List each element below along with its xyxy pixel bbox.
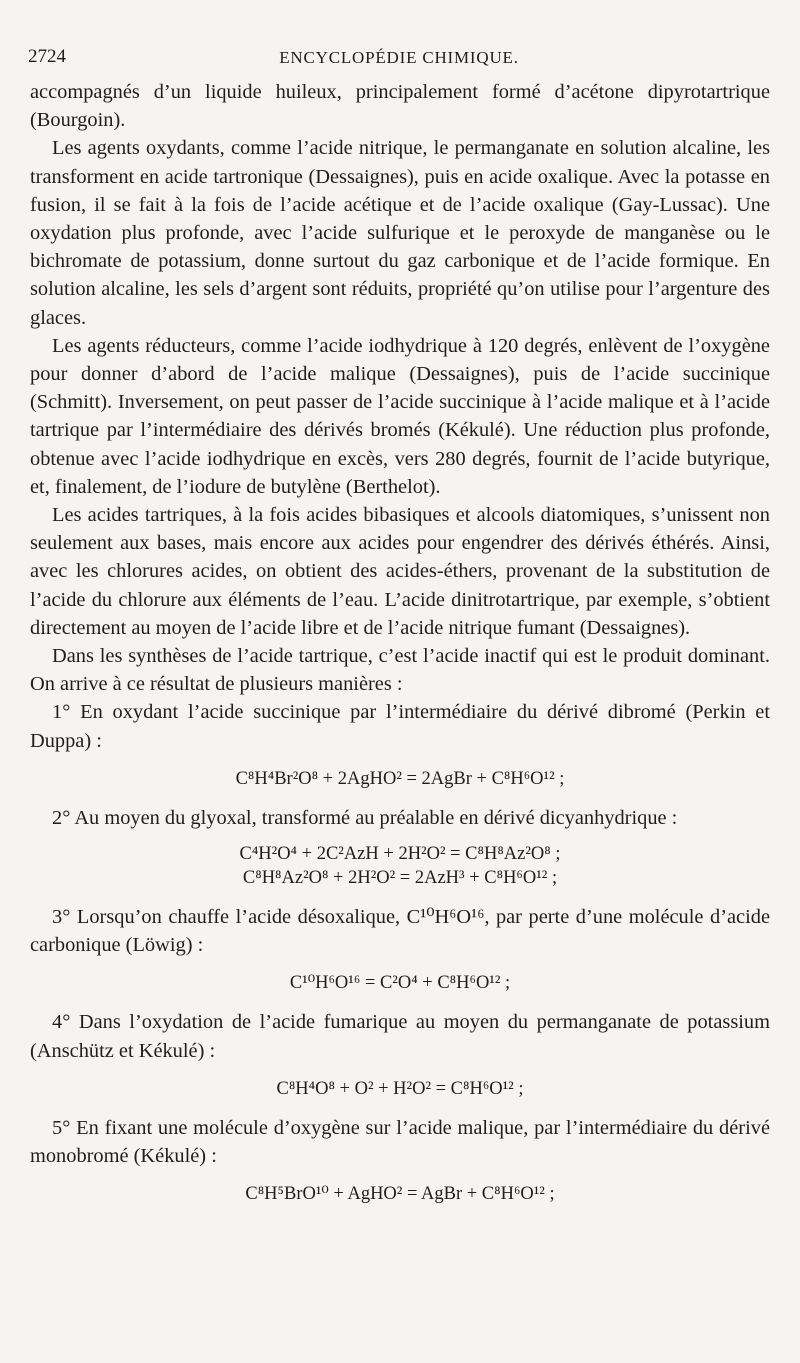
- formula: C⁸H⁵BrO¹⁰ + AgHO² = AgBr + C⁸H⁶O¹² ;: [245, 1184, 555, 1205]
- formula: C¹⁰H⁶O¹⁶ = C²O⁴ + C⁸H⁶O¹² ;: [289, 973, 511, 994]
- paragraph: Les agents oxydants, comme l’acide nitrique, le permanganate en solution alcaline, les transforment en acide tartronique (Dessaignes), puis en acide oxalique. Avec la potasse en fusion, il se fait à la fois de l’acide acétique et de l’acide oxalique (Gay-Lussac). Une oxydation plus profonde, avec l’acide sulfurique et le peroxyde de manganèse ou le bichromate de potassium, donne surtout du gaz carbonique et de l’acide formique. En solution alcaline, les sels d’argent sont réduits, propriété qu’on utilise pour l’argenture des glaces.: [30, 137, 770, 329]
- formula: C⁸H⁴O⁸ + O² + H²O² = C⁸H⁶O¹² ;: [276, 1078, 524, 1099]
- page-number: 2724: [28, 46, 66, 67]
- numbered-paragraph: 5° En fixant une molécule d’oxygène sur l’acide malique, par l’intermédiaire du dérivé monobromé (Kékulé) :: [30, 1116, 770, 1168]
- paragraph: Dans les synthèses de l’acide tartrique, c’est l’acide inactif qui est le produit dominant. On arrive à ce résultat de plusieurs manières :: [30, 645, 770, 696]
- numbered-paragraph: 4° Dans l’oxydation de l’acide fumarique au moyen du permanganate de potassium (Anschütz et Kékulé) :: [30, 1011, 770, 1062]
- running-title: ENCYCLOPÉDIE CHIMIQUE.: [279, 48, 519, 67]
- numbered-paragraph: 3° Lorsqu’on chauffe l’acide désoxalique, C¹⁰H⁶O¹⁶, par perte d’une molécule d’acide carbonique (Löwig) :: [30, 906, 770, 957]
- numbered-paragraph: 2° Au moyen du glyoxal, transformé au préalable en dérivé dicyanhydrique :: [52, 806, 678, 829]
- paragraph: Les acides tartriques, à la fois acides bibasiques et alcools diatomiques, s’unissent non seulement aux bases, mais encore aux acides pour engendrer des dérivés éthérés. Ainsi, avec les chlorures acides, on obtient des acides-éthers, provenant de la substitution de l’acide du chlorure aux éléments de l’eau. L’acide dinitrotartrique, par exemple, s’obtient directement au moyen de l’acide libre et de l’acide nitrique fumant (Dessaignes).: [30, 504, 770, 639]
- formula-line: C⁸H⁸Az²O⁸ + 2H²O² = 2AzH³ + C⁸H⁶O¹² ;: [242, 868, 558, 889]
- formula: [30, 842, 770, 890]
- paragraph: accompagnés d’un liquide huileux, principalement formé d’acétone dipyrotartrique (Bourgoin).: [30, 81, 770, 132]
- formula-line: C⁴H²O⁴ + 2C²AzH + 2H²O² = C⁸H⁸Az²O⁸ ;: [239, 844, 561, 865]
- page-body: [30, 78, 770, 1219]
- numbered-paragraph: 1° En oxydant l’acide succinique par l’intermédiaire du dérivé dibromé (Perkin et Duppa) :: [30, 701, 770, 752]
- formula: C⁸H⁴Br²O⁸ + 2AgHO² = 2AgBr + C⁸H⁶O¹² ;: [235, 768, 565, 789]
- paragraph: Les agents réducteurs, comme l’acide iodhydrique à 120 degrés, enlèvent de l’oxygène pour donner d’abord de l’acide malique (Dessaignes), puis de l’acide succinique (Schmitt). Inversement, on peut passer de l’acide succinique à l’acide malique et à l’acide tartrique par l’intermédiaire des dérivés bromés (Kékulé). Une réduction plus profonde, obtenue avec l’acide iodhydrique en excès, vers 280 degrés, fournit de l’acide butyrique, et, finalement, de l’iodure de butylène (Berthelot).: [30, 334, 770, 498]
- page-header: [28, 40, 770, 70]
